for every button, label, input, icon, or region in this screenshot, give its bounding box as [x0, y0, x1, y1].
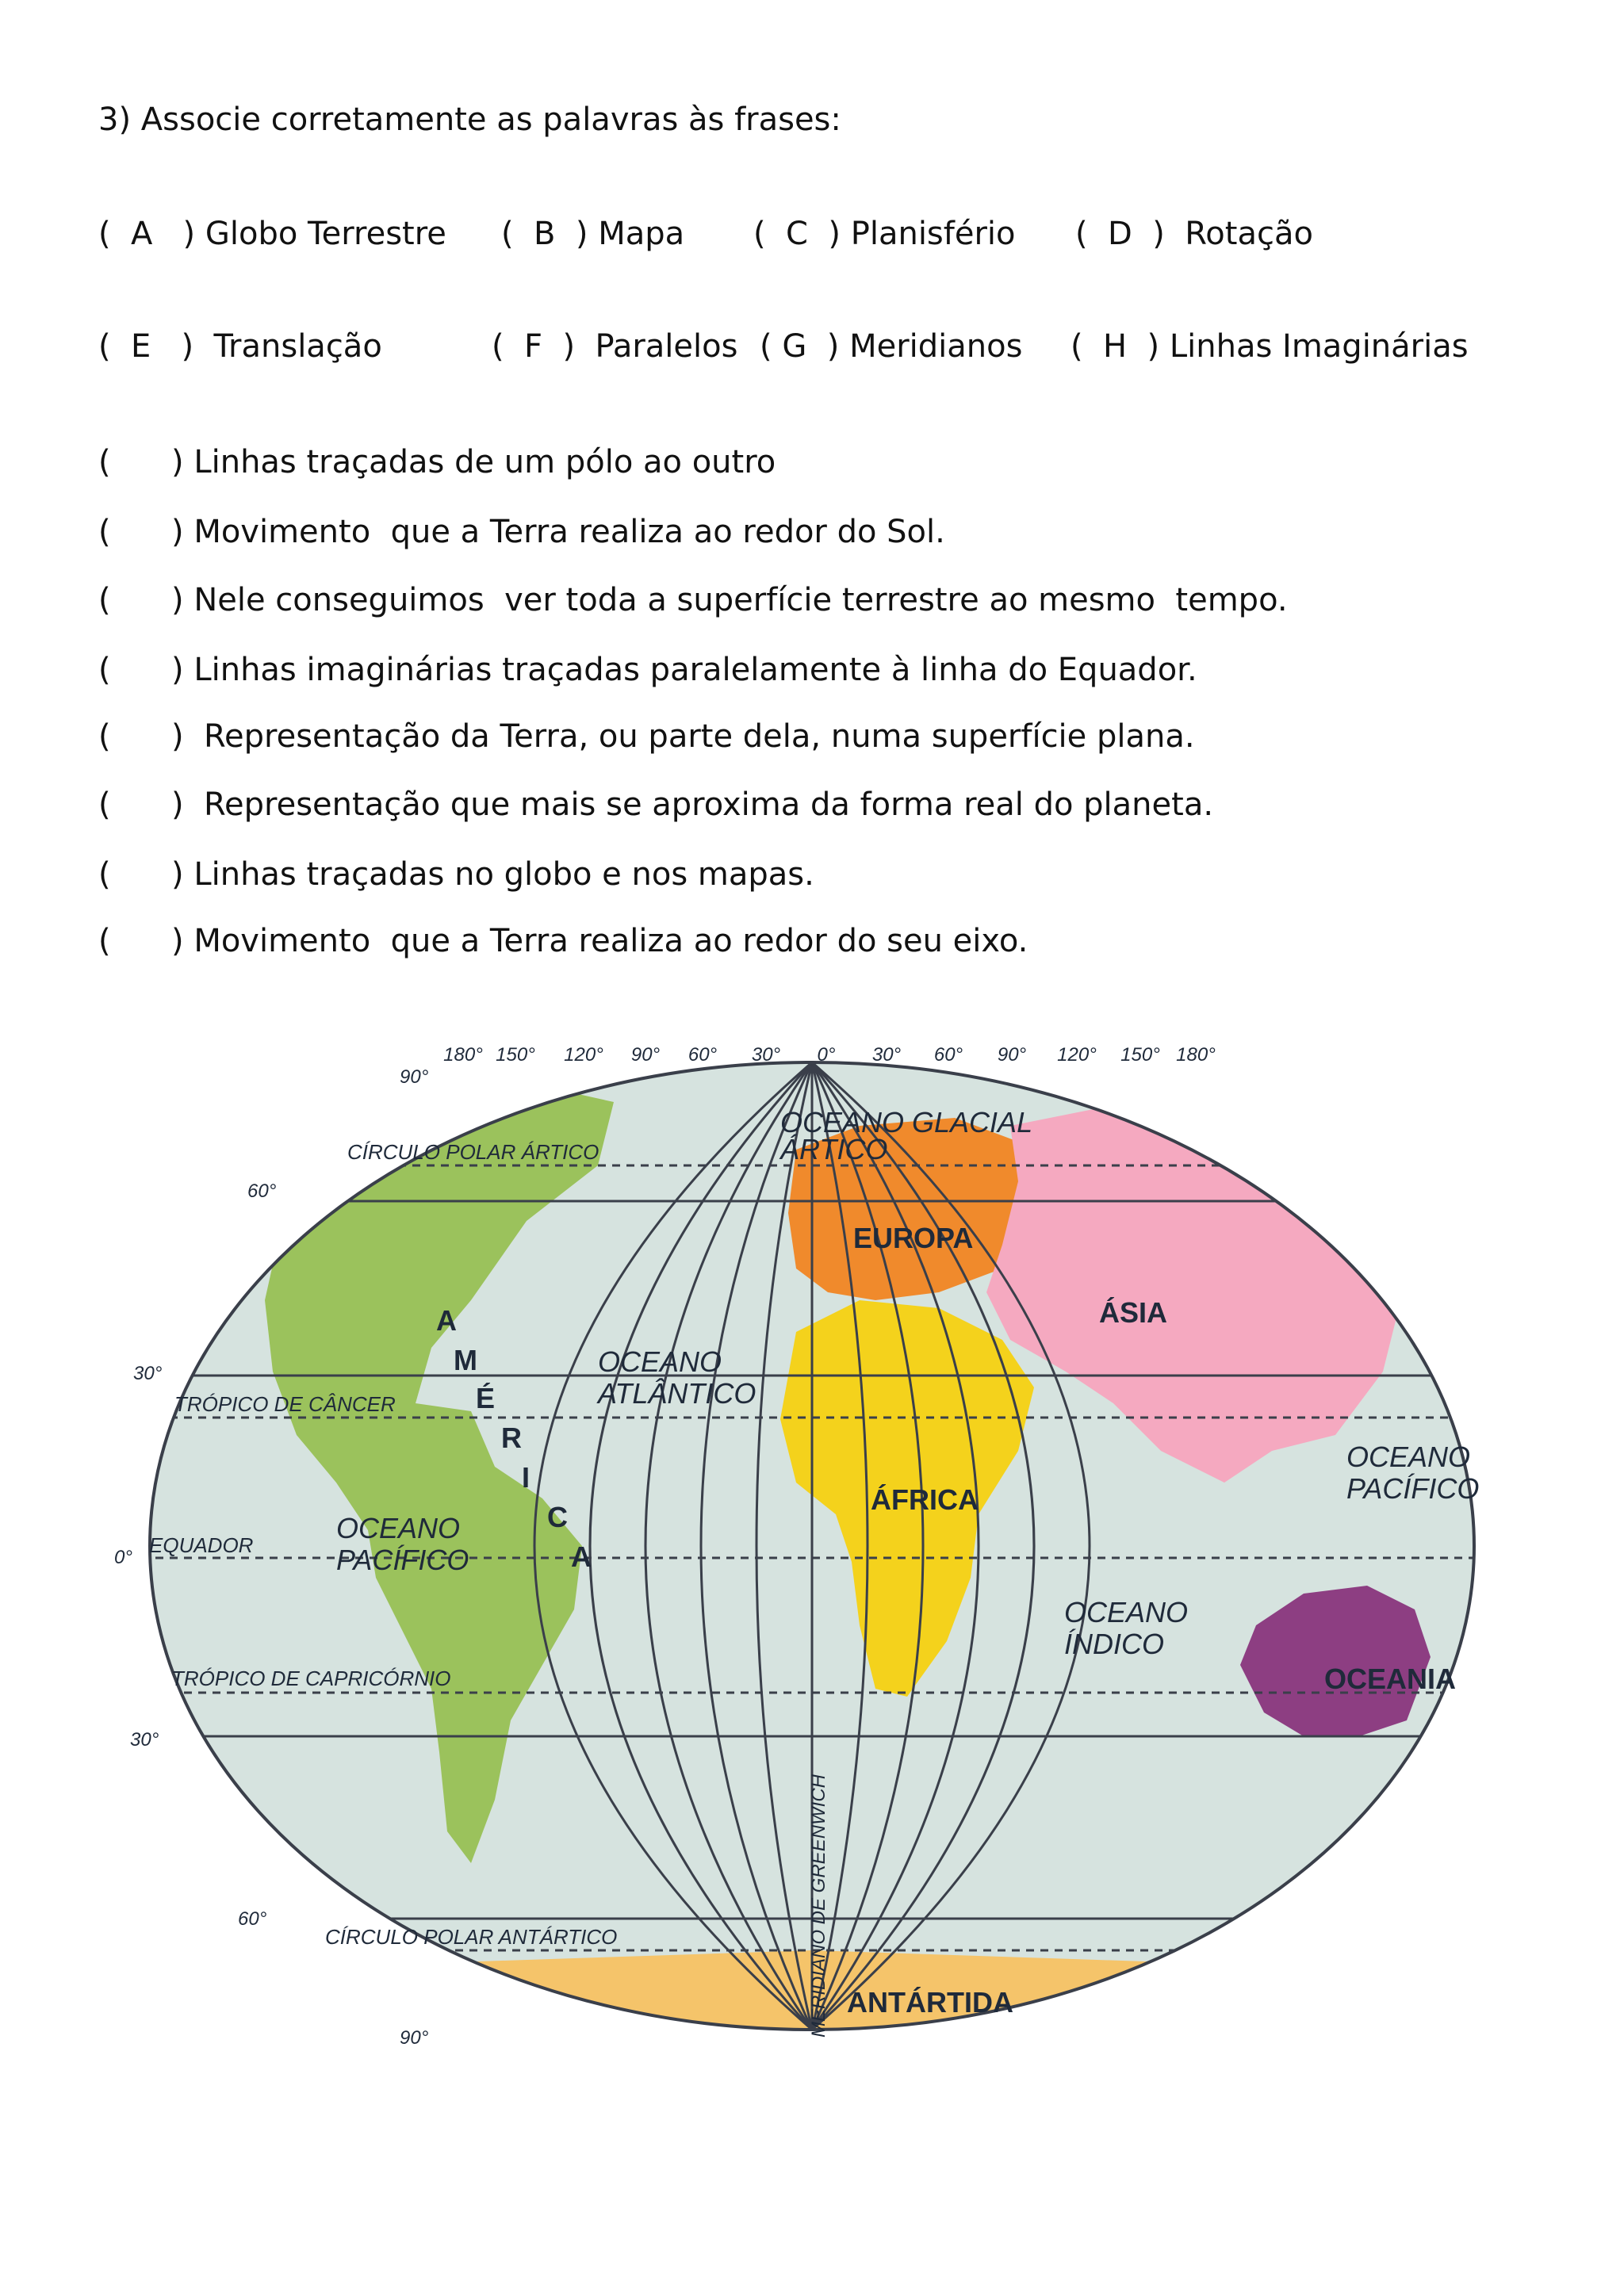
statement-text: ) Representação da Terra, ou parte dela, numa superfície plana. [171, 718, 1195, 755]
option-f: ( F ) Paralelos [492, 328, 738, 365]
statement-6 [98, 786, 1213, 823]
statement-text: ) Movimento que a Terra realiza ao redor do Sol. [171, 514, 945, 550]
america-letter: C [547, 1501, 568, 1533]
latitude-label: 30° [133, 1363, 163, 1384]
statement-8 [98, 923, 1028, 959]
latitude-label: 90° [400, 2027, 429, 2045]
option-c: ( C ) Planisfério [753, 216, 1016, 252]
pacific-ocean-east-label: OCEANO [1346, 1441, 1471, 1473]
greenwich-label: MERIDIANO DE GREENWICH [808, 1774, 829, 2038]
longitude-label: 120° [1057, 1044, 1097, 1066]
longitude-label: 60° [688, 1044, 718, 1066]
statement-text: ) Linhas imaginárias traçadas paralelamente à linha do Equador. [171, 652, 1197, 688]
longitude-label: 30° [871, 1044, 902, 1066]
option-h: ( H ) Linhas Imaginárias [1071, 328, 1469, 365]
atlantic-ocean-label: ATLÂNTICO [598, 1377, 756, 1410]
oceania-label: OCEANIA [1324, 1663, 1457, 1695]
pacific-ocean-west-label: PACÍFICO [336, 1544, 469, 1576]
option-a: ( A ) Globo Terrestre [98, 216, 446, 252]
world-map-svg [98, 1039, 1526, 2045]
answer-blank[interactable]: ( [98, 923, 111, 959]
statement-text: ) Movimento que a Terra realiza ao redor do seu eixo. [171, 923, 1028, 959]
answer-blank[interactable]: ( [98, 514, 111, 550]
longitude-label: 180° [443, 1044, 483, 1066]
pacific-ocean-east-label: PACÍFICO [1346, 1472, 1480, 1505]
longitude-label: 60° [933, 1044, 963, 1066]
tropic-capricorn-label: TRÓPICO DE CAPRICÓRNIO [171, 1667, 451, 1690]
option-b: ( B ) Mapa [501, 216, 685, 252]
answer-blank[interactable]: ( [98, 444, 111, 480]
latitude-label: 60° [247, 1181, 277, 1202]
america-letter: A [571, 1540, 592, 1573]
europe-label: EUROPA [853, 1222, 974, 1254]
answer-blank[interactable]: ( [98, 786, 111, 823]
tropic-cancer-label: TRÓPICO DE CÂNCER [174, 1392, 396, 1416]
indian-ocean-label: OCEANO [1064, 1596, 1189, 1628]
longitude-label: 90° [630, 1044, 661, 1066]
option-g: ( G ) Meridianos [760, 328, 1023, 365]
longitude-label: 150° [496, 1044, 535, 1066]
america-letter: A [436, 1304, 457, 1337]
longitude-label: 0° [817, 1044, 836, 1066]
statement-text: ) Nele conseguimos ver toda a superfície terrestre ao mesmo tempo. [171, 582, 1288, 618]
latitude-label: 90° [400, 1066, 429, 1088]
longitude-label: 30° [751, 1044, 781, 1066]
question-title: 3) Associe corretamente as palavras às frases: [98, 101, 841, 138]
indian-ocean-label: ÍNDICO [1064, 1628, 1164, 1660]
america-letter: É [476, 1382, 496, 1414]
world-map [98, 1039, 1526, 2045]
america-letter: R [501, 1422, 522, 1454]
statement-1 [98, 444, 776, 480]
america-letter: I [522, 1461, 530, 1494]
arctic-circle-label: CÍRCULO POLAR ÁRTICO [347, 1140, 599, 1164]
answer-blank[interactable]: ( [98, 718, 111, 755]
statement-4 [98, 652, 1197, 688]
atlantic-ocean-label: OCEANO [598, 1345, 722, 1378]
america-letter: M [454, 1344, 477, 1376]
answer-blank[interactable]: ( [98, 856, 111, 893]
statement-2 [98, 514, 945, 550]
longitude-label: 120° [564, 1044, 603, 1066]
africa-label: ÁFRICA [871, 1483, 979, 1516]
statement-3 [98, 582, 1288, 618]
asia-label: ÁSIA [1099, 1296, 1168, 1329]
longitude-label: 180° [1176, 1044, 1216, 1066]
antarctic-circle-label: CÍRCULO POLAR ANTÁRTICO [325, 1925, 618, 1949]
equator-label: EQUADOR [149, 1533, 254, 1557]
antarctica-label: ANTÁRTIDA [847, 1986, 1013, 2019]
longitude-label: 150° [1120, 1044, 1160, 1066]
statement-text: ) Representação que mais se aproxima da forma real do planeta. [171, 786, 1214, 823]
statement-text: ) Linhas traçadas de um pólo ao outro [171, 444, 776, 480]
longitude-label: 90° [997, 1044, 1027, 1066]
statement-7 [98, 856, 814, 893]
latitude-label: 0° [114, 1547, 132, 1568]
latitude-label: 60° [238, 1908, 267, 1930]
statement-5 [98, 718, 1195, 755]
option-d: ( D ) Rotação [1075, 216, 1313, 252]
statement-text: ) Linhas traçadas no globo e nos mapas. [171, 856, 814, 893]
latitude-label: 30° [130, 1729, 159, 1751]
arctic-ocean-label: OCEANO GLACIAL [780, 1106, 1033, 1138]
option-e: ( E ) Translação [98, 328, 382, 365]
pacific-ocean-west-label: OCEANO [336, 1512, 461, 1544]
answer-blank[interactable]: ( [98, 582, 111, 618]
arctic-ocean-label: ÁRTICO [780, 1133, 888, 1165]
answer-blank[interactable]: ( [98, 652, 111, 688]
